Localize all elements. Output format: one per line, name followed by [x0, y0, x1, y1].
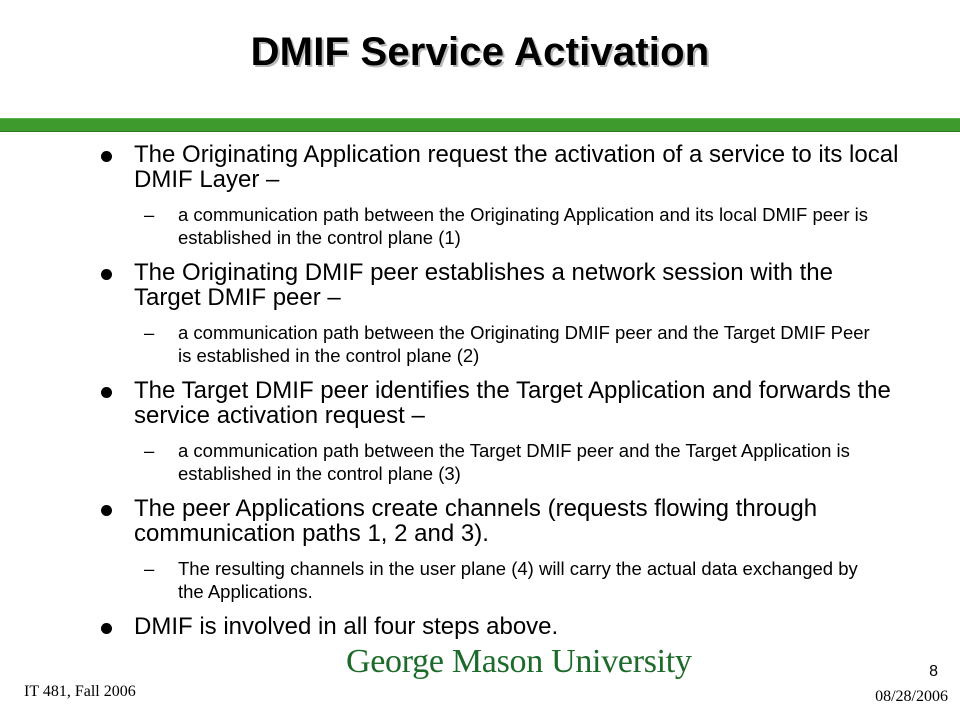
university-logo: George Mason University — [346, 643, 692, 680]
dash-marker: – — [144, 204, 155, 225]
bullet-dot-icon — [101, 623, 112, 634]
slide-title: DMIF Service Activation — [250, 30, 710, 74]
sub-item-2 — [0, 321, 960, 367]
dash-marker: – — [144, 558, 155, 579]
sub-item-3 — [0, 439, 960, 485]
sub-item-text: a communication path between the Target DMIF peer and the Target Application is established in the control plane (3) — [178, 440, 850, 484]
bullet-dot-icon — [101, 505, 112, 516]
bullet-item-2 — [0, 260, 960, 310]
footer-course: IT 481, Fall 2006 — [24, 683, 136, 700]
bullet-item-4 — [0, 496, 960, 546]
title-divider — [0, 118, 960, 132]
bullet-dot-icon — [101, 151, 112, 162]
bullet-dot-icon — [101, 269, 112, 280]
bullet-text: The Originating Application request the activation of a service to its local DMIF Layer – — [134, 141, 899, 193]
bullet-text: DMIF is involved in all four steps above. — [134, 613, 559, 640]
bullet-text: The Target DMIF peer identifies the Target Application and forwards the service activation request – — [134, 377, 891, 429]
slide-content — [0, 142, 960, 651]
sub-item-text: a communication path between the Originating DMIF peer and the Target DMIF Peer is established in the control plane (2) — [178, 322, 870, 366]
sub-item-text: The resulting channels in the user plane (4) will carry the actual data exchanged by the Applications. — [178, 558, 858, 602]
sub-item-4 — [0, 557, 960, 603]
bullet-text: The peer Applications create channels (requests flowing through communication paths 1, 2 and 3). — [134, 495, 818, 547]
sub-item-1 — [0, 203, 960, 249]
bullet-text: The Originating DMIF peer establishes a network session with the Target DMIF peer – — [134, 259, 833, 311]
bullet-item-1 — [0, 142, 960, 192]
footer-date: 08/28/2006 — [875, 688, 948, 705]
dash-marker: – — [144, 322, 155, 343]
dash-marker: – — [144, 440, 155, 461]
bullet-item-5 — [0, 614, 960, 639]
bullet-item-3 — [0, 378, 960, 428]
sub-item-text: a communication path between the Originating Application and its local DMIF peer is established in the control plane (1) — [178, 204, 869, 248]
page-number: 8 — [929, 663, 938, 680]
bullet-dot-icon — [101, 387, 112, 398]
